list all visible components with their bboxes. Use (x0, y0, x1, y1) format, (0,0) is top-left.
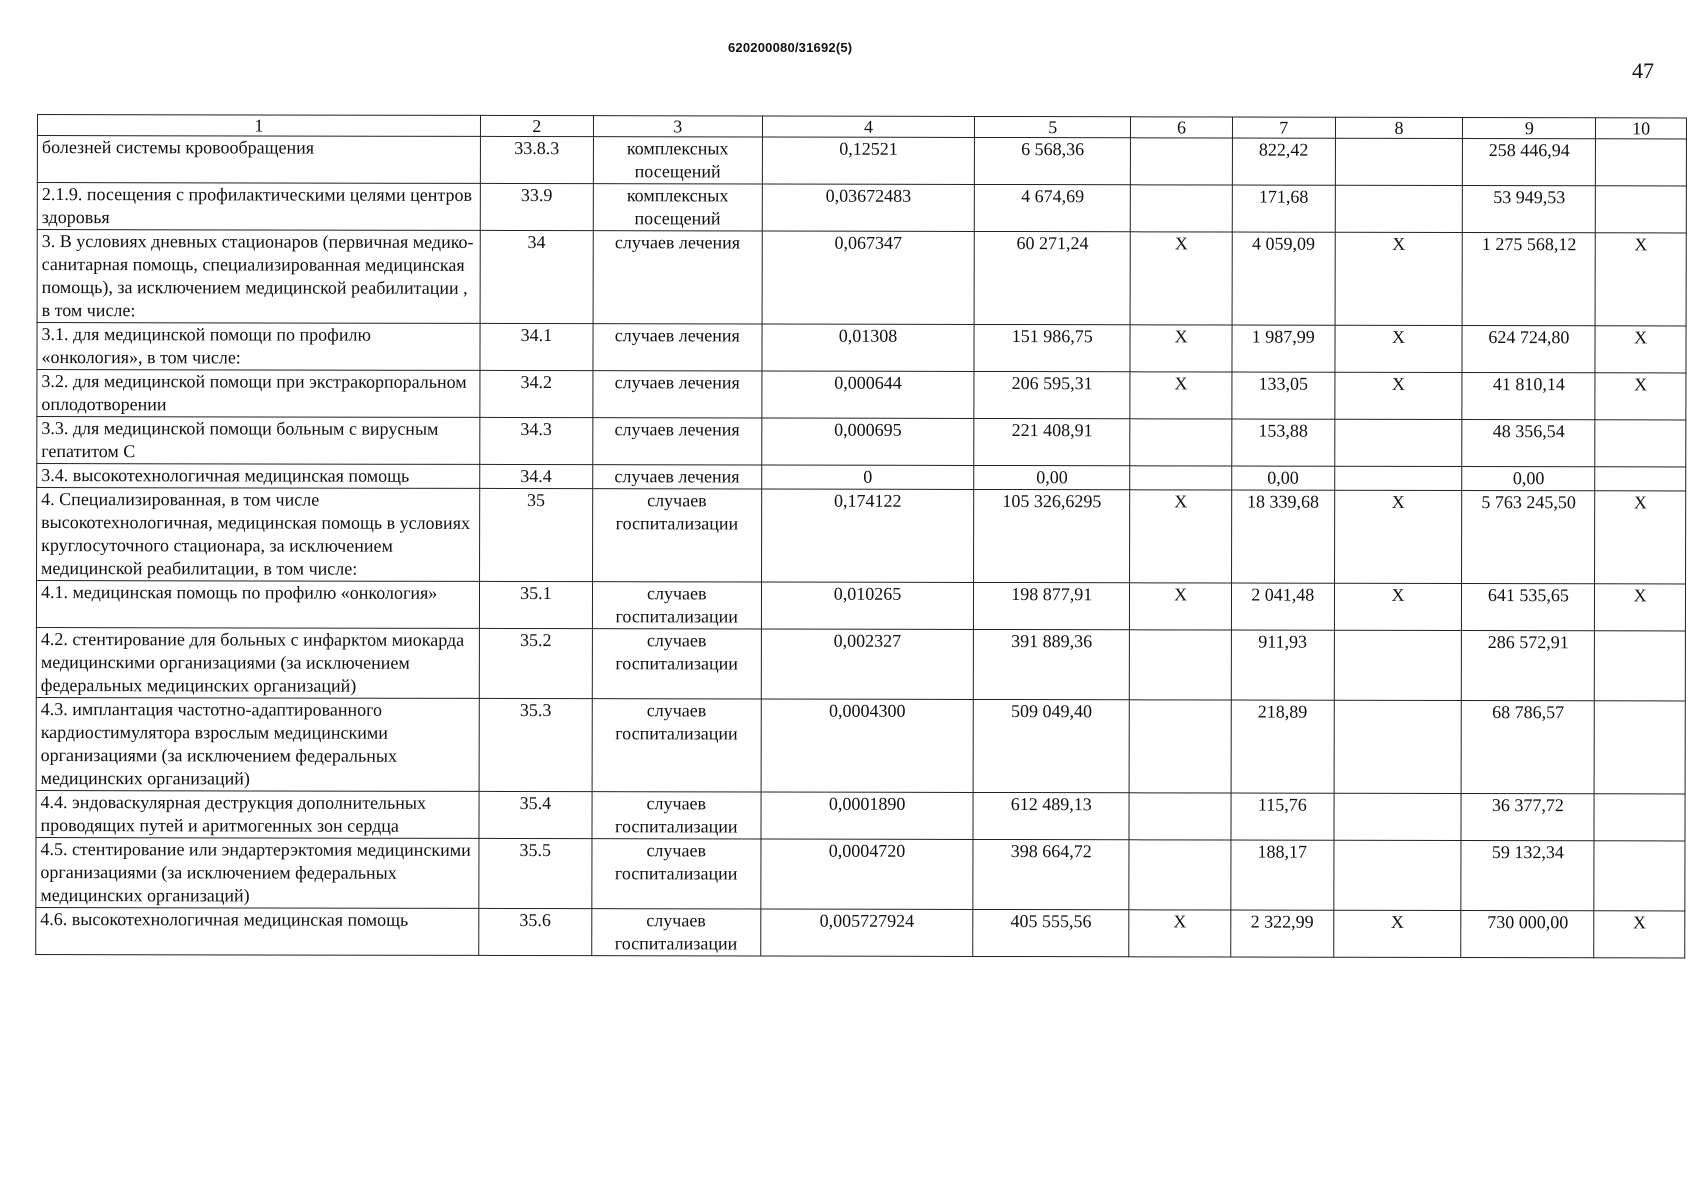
cell-col-5: 60 271,24 (974, 231, 1130, 324)
cell-col-8 (1335, 138, 1463, 185)
cell-col-5: 151 986,75 (974, 324, 1130, 371)
cell-col-4: 0,01308 (762, 324, 975, 371)
table-row (37, 417, 1686, 467)
row-description: 3. В условиях дневных стационаров (первичная медико-санитарная помощь, специализированная медицинская помощь), за исключением медицинской реабилитации , в том числе: (37, 230, 480, 324)
cell-col-5: 398 664,72 (973, 839, 1129, 909)
table-row (37, 230, 1686, 326)
row-unit: случаев госпитализации (592, 629, 761, 699)
cell-col-5: 0,00 (974, 465, 1130, 489)
table-row (37, 323, 1686, 373)
cell-col-4: 0,010265 (761, 582, 974, 629)
cell-col-6 (1130, 466, 1232, 490)
cell-col-6 (1130, 630, 1232, 700)
row-unit: комплексных посещений (593, 137, 762, 184)
cell-col-9: 48 356,54 (1462, 419, 1595, 466)
cell-col-10: Х (1595, 491, 1686, 584)
table-row (36, 837, 1685, 910)
cell-col-9: 36 377,72 (1461, 793, 1594, 840)
cell-col-4: 0,002327 (761, 629, 974, 699)
table-row (36, 907, 1685, 957)
cell-col-7: 133,05 (1232, 372, 1335, 419)
cell-col-6 (1131, 138, 1233, 185)
cell-col-4: 0,0004720 (761, 839, 974, 909)
cell-col-7: 0,00 (1232, 466, 1335, 490)
cell-col-4: 0 (762, 465, 974, 489)
cell-col-4: 0,005727924 (761, 909, 974, 956)
cell-col-10 (1595, 467, 1686, 491)
cell-col-6: Х (1130, 232, 1232, 325)
table-row (36, 627, 1685, 700)
row-description: болезней системы кровообращения (37, 136, 480, 184)
cell-col-10 (1596, 186, 1687, 233)
cell-col-9: 286 572,91 (1462, 630, 1595, 700)
row-code: 34.1 (480, 323, 593, 370)
cell-col-7: 2 322,99 (1231, 910, 1334, 957)
cell-col-7: 171,68 (1232, 185, 1335, 232)
cell-col-9: 59 132,34 (1461, 840, 1594, 910)
row-unit: случаев госпитализации (592, 699, 761, 792)
row-code: 34.2 (480, 370, 593, 417)
cell-col-8: Х (1335, 325, 1463, 372)
row-description: 4.5. стентирование или эндартерэктомия медицинскими организациями (за исключением федеральных медицинских организаций) (36, 837, 479, 908)
cell-col-6 (1129, 793, 1231, 840)
row-code: 34 (480, 230, 593, 323)
cell-col-4: 0,03672483 (762, 184, 975, 231)
row-code: 35.5 (479, 838, 592, 908)
cell-col-4: 0,12521 (762, 137, 975, 184)
column-header: 5 (975, 116, 1131, 137)
row-code: 33.9 (480, 183, 593, 230)
cell-col-7: 153,88 (1232, 419, 1335, 466)
row-code: 35.3 (479, 698, 592, 791)
cell-col-9: 258 446,94 (1463, 138, 1596, 185)
row-unit: случаев госпитализации (591, 909, 760, 956)
cell-col-8 (1334, 793, 1462, 840)
cell-col-7: 1 987,99 (1232, 325, 1335, 372)
cell-col-9: 0,00 (1462, 466, 1595, 490)
cell-col-8: Х (1333, 910, 1461, 957)
cell-col-10 (1595, 631, 1686, 701)
column-header: 7 (1232, 117, 1335, 138)
row-description: 4.1. медицинская помощь по профилю «онкология» (36, 581, 479, 629)
column-header: 4 (762, 116, 974, 137)
cell-col-10: Х (1595, 584, 1686, 631)
cell-col-5: 612 489,13 (973, 792, 1129, 839)
cell-col-4: 0,0001890 (761, 792, 974, 839)
row-description: 4. Специализированная, в том числе высокотехнологичная, медицинская помощь в условиях круглосуточного стационара, за исключением медицинской реабилитации, в том числе: (37, 488, 480, 582)
cell-col-9: 1 275 568,12 (1463, 232, 1596, 325)
cell-col-10: Х (1594, 911, 1685, 958)
cell-col-5: 198 877,91 (974, 582, 1130, 629)
column-header: 8 (1335, 117, 1463, 138)
cell-col-9: 53 949,53 (1463, 185, 1596, 232)
cell-col-10: Х (1595, 233, 1686, 326)
column-header: 3 (593, 116, 762, 137)
row-unit: случаев госпитализации (592, 489, 761, 582)
row-unit: случаев госпитализации (592, 792, 761, 839)
cell-col-10 (1594, 701, 1685, 794)
cell-col-8: Х (1334, 490, 1462, 583)
cell-col-10 (1594, 841, 1685, 911)
cell-col-4: 0,067347 (762, 231, 975, 324)
column-header: 6 (1131, 117, 1233, 138)
cell-col-7: 822,42 (1232, 138, 1335, 185)
row-code: 34.4 (480, 464, 593, 488)
row-unit: случаев госпитализации (592, 839, 761, 909)
cell-col-5: 221 408,91 (974, 418, 1130, 465)
cell-col-6: Х (1129, 910, 1231, 957)
cell-col-5: 105 326,6295 (974, 489, 1130, 582)
cell-col-4: 0,0004300 (761, 699, 974, 792)
table-row (37, 370, 1686, 420)
row-description: 2.1.9. посещения с профилактическими целями центров здоровья (37, 183, 480, 231)
table-row (37, 464, 1686, 491)
table-row (36, 790, 1685, 840)
cell-col-5: 4 674,69 (974, 184, 1130, 231)
row-description: 4.6. высокотехнологичная медицинская помощь (36, 907, 479, 955)
cell-col-4: 0,000695 (762, 418, 975, 465)
cell-col-6 (1131, 185, 1233, 232)
cell-col-6: Х (1130, 583, 1232, 630)
table-row (37, 136, 1686, 186)
cell-col-10: Х (1595, 326, 1686, 373)
cell-col-8 (1334, 630, 1462, 700)
cell-col-8: Х (1335, 232, 1463, 325)
cell-col-8: Х (1334, 583, 1462, 630)
cell-col-6: Х (1130, 490, 1232, 583)
cell-col-7: 18 339,68 (1231, 490, 1334, 583)
row-unit: случаев лечения (593, 231, 762, 324)
row-unit: случаев госпитализации (592, 582, 761, 629)
table-row (36, 581, 1685, 631)
cell-col-5: 206 595,31 (974, 371, 1130, 418)
cell-col-5: 6 568,36 (975, 137, 1131, 184)
row-code: 34.3 (480, 417, 593, 464)
cell-col-4: 0,000644 (762, 371, 975, 418)
column-header: 10 (1596, 118, 1687, 139)
row-unit: случаев лечения (593, 324, 762, 371)
row-unit: случаев лечения (592, 465, 761, 489)
row-description: 3.1. для медицинской помощи по профилю «онкология», в том числе: (37, 323, 480, 371)
cell-col-5: 405 555,56 (973, 909, 1129, 956)
column-header: 2 (480, 115, 593, 136)
row-description: 3.4. высокотехнологичная медицинская помощь (37, 464, 480, 489)
cell-col-5: 509 049,40 (973, 699, 1129, 792)
row-unit: случаев лечения (592, 418, 761, 465)
cell-col-8 (1335, 185, 1463, 232)
cell-col-7: 4 059,09 (1232, 232, 1335, 325)
cell-col-9: 624 724,80 (1462, 325, 1595, 372)
row-code: 35.6 (479, 908, 592, 955)
cell-col-8 (1334, 466, 1462, 490)
cell-col-9: 641 535,65 (1462, 583, 1595, 630)
cell-col-8 (1334, 419, 1462, 466)
table-body (36, 136, 1687, 958)
cell-col-7: 218,89 (1231, 700, 1334, 793)
cell-col-6 (1129, 700, 1231, 793)
page-number: 47 (1632, 58, 1654, 83)
cell-col-8 (1334, 700, 1462, 793)
data-table (35, 114, 1687, 958)
row-code: 35.4 (479, 791, 592, 838)
cell-col-7: 2 041,48 (1231, 583, 1334, 630)
column-header: 9 (1463, 117, 1596, 138)
row-unit: комплексных посещений (593, 184, 762, 231)
cell-col-10: Х (1595, 373, 1686, 420)
row-code: 33.8.3 (480, 136, 593, 183)
cell-col-6: Х (1130, 372, 1232, 419)
row-description: 4.2. стентирование для больных с инфарктом миокарда медицинскими организациями (за исключением федеральных медицинских организаций) (36, 627, 479, 698)
row-description: 4.3. имплантация частотно-адаптированного кардиостимулятора взрослым медицинскими организациями (за исключением федеральных медицинских организаций) (36, 697, 479, 791)
cell-col-6: Х (1130, 325, 1232, 372)
cell-col-4: 0,174122 (761, 489, 974, 582)
cell-col-10 (1594, 794, 1685, 841)
cell-col-10 (1596, 139, 1687, 186)
cell-col-9: 68 786,57 (1462, 700, 1595, 793)
column-header: 1 (37, 115, 480, 137)
row-code: 35 (479, 488, 592, 581)
table-row (37, 488, 1686, 584)
cell-col-7: 188,17 (1231, 840, 1334, 910)
cell-col-7: 115,76 (1231, 793, 1334, 840)
row-description: 4.4. эндоваскулярная деструкция дополнительных проводящих путей и аритмогенных зон сердца (36, 790, 479, 838)
cell-col-7: 911,93 (1231, 630, 1334, 700)
cell-col-5: 391 889,36 (974, 629, 1130, 699)
cell-col-9: 730 000,00 (1461, 910, 1594, 957)
cell-col-6 (1130, 419, 1232, 466)
table-row (36, 697, 1685, 793)
row-code: 35.2 (479, 628, 592, 698)
document-code: 620200080/31692(5) (728, 40, 853, 55)
row-unit: случаев лечения (593, 371, 762, 418)
cell-col-9: 41 810,14 (1462, 372, 1595, 419)
row-description: 3.3. для медицинской помощи больным с вирусным гепатитом С (37, 417, 480, 465)
table-row (37, 183, 1686, 233)
row-description: 3.2. для медицинской помощи при экстракорпоральном оплодотворении (37, 370, 480, 418)
cell-col-8 (1333, 840, 1461, 910)
cell-col-6 (1129, 840, 1231, 910)
cell-col-9: 5 763 245,50 (1462, 490, 1595, 583)
cell-col-10 (1595, 420, 1686, 467)
cell-col-8: Х (1334, 372, 1462, 419)
row-code: 35.1 (479, 581, 592, 628)
